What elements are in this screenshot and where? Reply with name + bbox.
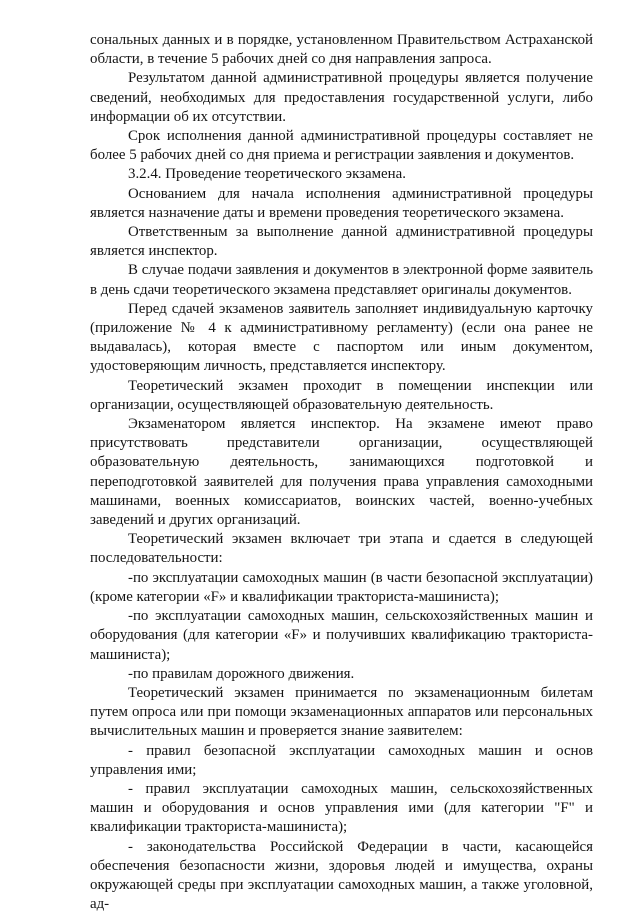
list-item-5: - правил эксплуатации самоходных машин, сельскохозяйственных машин и оборудования и основ управления ими (для категории "F" и квалификации тракториста-машиниста);	[90, 780, 593, 836]
document-page	[90, 31, 593, 914]
paragraph-15: Теоретический экзамен принимается по экзаменационным билетам путем опроса или при помощи экзаменационных аппаратов или персональных вычислительных машин и проверяется знание заявителем:	[90, 684, 593, 740]
paragraph-10: Экзаменатором является инспектор. На экзамене имеют право присутствовать представители организации, осуществляющей образовательную деятельность, занимающихся подготовкой и переподготовкой заявителей для получения права управления самоходными машинами, военных комиссариатов, воинских частей, военно-учебных заведений и других организаций.	[90, 416, 593, 529]
list-item-1: -по эксплуатации самоходных машин (в части безопасной эксплуатации) (кроме категории «F» и квалификации тракториста-машиниста);	[90, 569, 593, 605]
paragraph-8: Перед сдачей экзаменов заявитель заполняет индивидуальную карточку (приложение № 4 к административному регламенту) (если она ранее не выдавалась), которая вместе с паспортом или иным документом, удостоверяющим личность, представляется инспектору.	[90, 300, 593, 375]
paragraph-3: Срок исполнения данной административной процедуры составляет не более 5 рабочих дней со дня приема и регистрации заявления и документов.	[90, 128, 593, 164]
paragraph-6: Ответственным за выполнение данной административной процедуры является инспектор.	[90, 224, 593, 260]
paragraph-5: Основанием для начала исполнения административной процедуры является назначение даты и времени проведения теоретического экзамена.	[90, 185, 593, 221]
list-item-3: -по правилам дорожного движения.	[128, 665, 355, 682]
paragraph-7: В случае подачи заявления и документов в электронной форме заявитель в день сдачи теоретического экзамена представляет оригиналы документов.	[90, 262, 593, 298]
paragraph-2: Результатом данной административной процедуры является получение сведений, необходимых для предоставления государственной услуги, либо информации об их отсутствии.	[90, 70, 593, 125]
list-item-2: -по эксплуатации самоходных машин, сельскохозяйственных машин и оборудования (для категории «F» и получивших квалификацию тракториста-машиниста);	[90, 608, 593, 663]
paragraph-11: Теоретический экзамен включает три этапа и сдается в следующей последовательности:	[90, 531, 593, 567]
section-heading: 3.2.4. Проведение теоретического экзамена.	[128, 166, 406, 183]
paragraph-9: Теоретический экзамен проходит в помещении инспекции или организации, осуществляющей образовательную деятельность.	[90, 377, 593, 413]
list-item-4: - правил безопасной эксплуатации самоходных машин и основ управления ими;	[90, 742, 593, 778]
list-item-6: - законодательства Российской Федерации в части, касающейся обеспечения безопасности жизни, здоровья людей и имущества, охраны окружающей среды при эксплуатации самоходных машин, а также уголовной, ад-	[90, 838, 593, 913]
paragraph-1: сональных данных и в порядке, установленном Правительством Астраханской области, в течение 5 рабочих дней со дня направления запроса.	[90, 32, 593, 68]
